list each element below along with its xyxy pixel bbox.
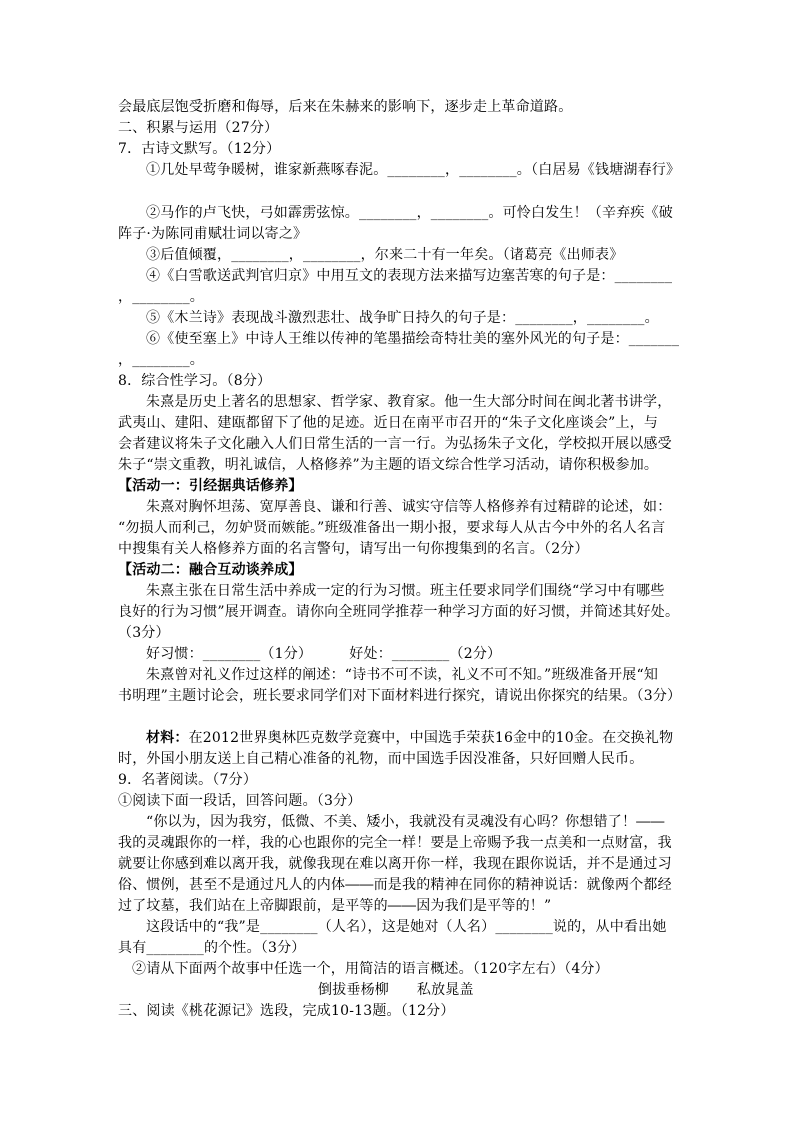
text-line: ，________。 [118,289,204,305]
text-line: （3分） [118,625,170,641]
text-line: ②请从下面两个故事中任选一个，用简洁的语言概述。（120字左右）（4分） [132,961,609,977]
text-line: ⑥《使至塞上》中诗人王维以传神的笔墨描绘奇特壮美的塞外风光的句子是：_______ [146,331,680,347]
text-line: 会最底层饱受折磨和侮辱，后来在朱赫来的影响下，逐步走上革命道路。 [118,99,573,115]
question-heading: 8．综合性学习。（8分） [118,373,272,389]
text-line: 时，外国小朋友送上自己精心准备的礼物，而中国选手因没准备，只好回赠人民币。 [118,751,644,767]
text-line: ③后值倾覆，________，________，尔来二十有一年矣。（诸葛亮《出师表》 [146,247,624,263]
activity-heading: 【活动一：引经据典话修养】 [118,478,303,494]
section-heading: 三、阅读《桃花源记》选段，完成10-13题。（12分） [118,1003,455,1019]
text-line: 武夷山、建阳、建瓯都留下了他的足迹。近日在南平市召开的“朱子文化座谈会”上，与 [118,415,659,431]
text-line: 书明理”主题讨论会，班长要求同学们对下面材料进行探究，请说出你探究的结果。（3分） [118,688,682,704]
text-line: ①几处早莺争暖树，谁家新燕啄春泥。________，________。（白居易《钱塘湖春行》 [146,162,681,178]
material-line [146,728,673,748]
text-line: 我的灵魂跟你的一样，我的心也跟你的完全一样！要是上帝赐予我一点美和一点财富，我 [118,835,672,851]
text-line: ①阅读下面一段话，回答问题。（3分） [118,793,362,809]
text-line: 朱熹对胸怀坦荡、宽厚善良、谦和行善、诚实守信等人格修养有过精辟的论述，如： [146,499,672,515]
text-line: 俗、惯例，甚至不是通过凡人的内体――而是我的精神在同你的精神说话：就像两个都经 [118,877,672,893]
material-label: 材料： [146,730,189,746]
question-heading: 7．古诗文默写。（12分） [118,141,281,157]
text-line: 良好的行为习惯”展开调查。请你向全班同学推荐一种学习方面的好习惯，并简述其好处。 [118,604,680,620]
text-line: 朱熹是历史上著名的思想家、哲学家、教育家。他一生大部分时间在闽北著书讲学， [146,394,672,410]
text-line: 就要让你感到难以离开我，就像我现在难以离开你一样，我现在跟你说话，并不是通过习 [118,856,672,872]
text-line: ，________。 [118,352,204,368]
text-line: 朱熹曾对礼义作过这样的阐述：“诗书不可不读，礼义不可不知。”班级准备开展“知 [146,667,659,683]
text-line: ②马作的卢飞快，弓如霹雳弦惊。________，________。可怜白发生！（辛弃疾《破 [146,205,673,221]
text-line: 具有________的个性。（3分） [118,940,306,956]
question-heading: 9．名著阅读。（7分） [118,772,258,788]
text-line: 阵子·为陈同甫赋壮词以寄之》 [118,226,308,242]
text-line: 这段话中的“我”是________（人名），这是她对（人名）________说的，从中看出她 [146,919,667,935]
activity-heading: 【活动二：融合互动谈养成】 [118,562,303,578]
text-line: “你以为，因为我穷，低微、不美、矮小，我就没有灵魂没有心吗？你想错了！―― [146,814,665,830]
text-line: “勿损人而利己，勿妒贤而嫉能。”班级准备出一期小报，要求每人从古今中外的名人名言 [118,520,666,536]
text-line: ④《白雪歌送武判官归京》中用互文的表现方法来描写边塞苦寒的句子是：________ [146,268,673,284]
text-line: ⑤《木兰诗》表现战斗激烈悲壮、战争旷日持久的句子是：________，________。 [146,310,659,326]
text-line: 朱熹主张在日常生活中养成一定的行为习惯。班主任要求同学们围绕“学习中有哪些 [146,583,665,599]
text-line: 朱子“崇文重教，明礼诚信，人格修养”为主题的语文综合性学习活动，请你积极参加。 [118,457,659,473]
text-line: 过了坟墓，我们站在上帝脚跟前，是平等的――因为我们是平等的！” [118,898,552,914]
material-text: 在2012世界奥林匹克数学竞赛中，中国选手荣获16金中的10金。在交换礼物 [188,730,674,746]
text-line: 好习惯：________（1分） 好处：________（2分） [146,646,502,662]
text-line: 中搜集有关人格修养方面的名言警句，请写出一句你搜集到的名言。（2分） [118,541,589,557]
section-heading: 二、积累与运用（27分） [118,120,279,136]
text-line: 会者建议将朱子文化融入人们日常生活的一言一行。为弘扬朱子文化，学校拟开展以感受 [118,436,672,452]
story-options: 倒拔垂杨柳 私放晁盖 [318,982,474,998]
